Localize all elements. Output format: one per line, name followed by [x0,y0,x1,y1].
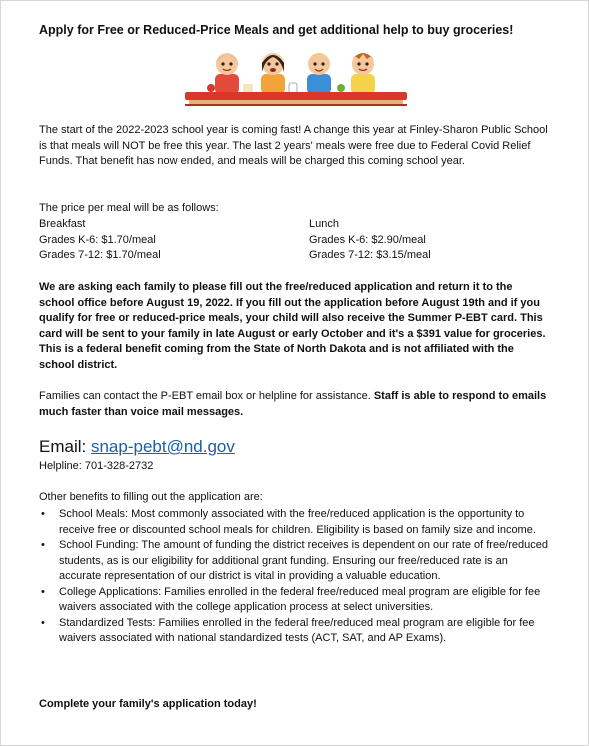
email-link[interactable]: snap-pebt@nd.gov [90,437,235,456]
milk-icon [289,83,297,93]
kid-2-icon [261,53,285,94]
benefit-text: College Applications: Families enrolled in the federal free/reduced meal program are eligible for fee waivers associated with the college application process at select universities. [59,585,541,613]
benefit-item-school-funding [39,538,549,585]
price-table [39,217,549,265]
breakfast-712-price: Grades 7-12: $1.70/meal [39,249,161,261]
contact-paragraph [39,389,549,420]
benefits-intro: Other benefits to filling out the application are: [39,491,263,503]
kid-1-icon [215,53,239,94]
kids-eating-lunch-illustration [185,46,407,108]
benefit-text: School Meals: Most commonly associated with the free/reduced application is the opportunity to receive free or discounted school meals for children. Eligibility is based on family size and income. [59,508,536,536]
price-intro: The price per meal will be as follows: [39,202,219,214]
application-request: We are asking each family to please fill out the free/reduced application and return it to the school office before August 19, 2022. If you fill out the application before August 19th and if you qualify for free or reduced-price meals, your child will also receive the Summer P-EBT card. This card will be sent to your family in late August or early October and it's a $391 value for groceries. This is a federal benefit coming from the State of North Dakota and is not affiliated with the school district. [39,281,546,371]
lunch-k6-price: Grades K-6: $2.90/meal [309,233,426,246]
lunch-712-price: Grades 7-12: $3.15/meal [309,249,431,261]
benefit-text: School Funding: The amount of funding the district receives is dependent on our rate of free/reduced students, as is our eligibility for additional grant funding. Ensuring our free/reduced rate is an accurate representation of our district is vital in providing a valuable education. [59,539,548,582]
benefits-list [39,507,549,647]
kid-4-icon [351,53,375,94]
bullet-icon: • [41,585,45,598]
benefit-item-school-meals [39,507,549,538]
breakfast-heading: Breakfast [39,218,86,230]
contact-text: Families can contact the P-EBT email box or helpline for assistance. [39,390,374,402]
lunch-table-icon [185,92,407,100]
lunch-heading: Lunch [309,218,339,230]
email-label: Email: [39,437,91,456]
kid-3-icon [307,53,331,94]
bullet-icon: • [41,539,45,551]
benefit-item-college-applications [39,585,549,616]
benefit-item-standardized-tests [39,616,549,647]
apple-icon [207,84,215,92]
bullet-icon: • [41,616,45,629]
intro-paragraph: The start of the 2022-2023 school year is coming fast! A change this year at Finley-Sharon Public School is that meals will NOT be free this year. The last 2 years' meals were free due to Federal Covid Relief Funds. That benefit has now ended, and meals will be charged this coming school year. [39,124,548,167]
benefit-text: Standardized Tests: Families enrolled in the federal free/reduced meal program are eligible for fee waivers associated with national standardized tests (ACT, SAT, and AP Exams). [59,616,535,644]
helpline-text: Helpline: 701-328-2732 [39,460,154,472]
contact-note: Staff is able to respond to emails much faster than voice mail messages. [39,390,547,418]
bullet-icon: • [41,508,45,520]
closing-call-to-action: Complete your family's application today! [39,698,257,710]
apple-green-icon [337,84,345,92]
sandwich-icon [243,84,253,92]
email-line [39,437,549,457]
page-title: Apply for Free or Reduced-Price Meals and get additional help to buy groceries! [39,23,514,37]
breakfast-k6-price: Grades K-6: $1.70/meal [39,233,156,246]
